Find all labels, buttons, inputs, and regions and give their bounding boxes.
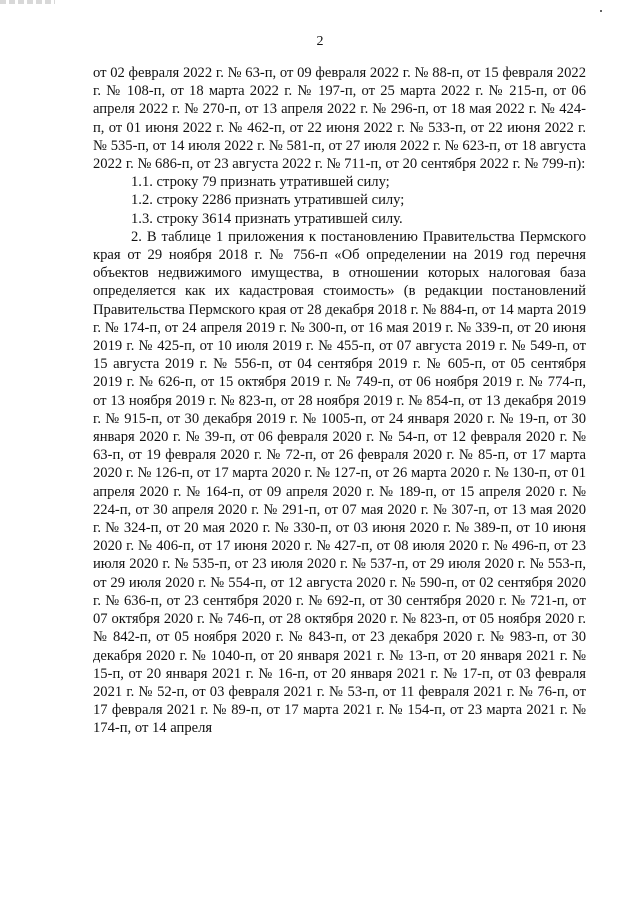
document-body [93,64,586,738]
list-item-1-3: 1.3. строку 3614 признать утратившей силу. [131,210,403,227]
list-item-1-2: 1.2. строку 2286 признать утратившей силу; [131,192,405,209]
paragraph-section-2: 2. В таблице 1 приложения к постановлению Правительства Пермского края от 29 ноября 2018 г. № 756-п «Об определении на 2019 год перечня объектов недвижимого имущества, в отношении которых налоговая база определяется как их кадастровая стоимость» (в редакции постановлений Правительства Пермского края от 28 декабря 2018 г. № 884-п, от 14 марта 2019 г. № 174-п, от 24 апреля 2019 г. № 300-п, от 16 мая 2019 г. № 339-п, от 20 июня 2019 г. № 425-п, от 10 июля 2019 г. № 455-п, от 07 августа 2019 г. № 549-п, от 15 августа 2019 г. № 556-п, от 04 сентября 2019 г. № 605-п, от 05 сентября 2019 г. № 626-п, от 15 октября 2019 г. № 749-п, от 06 ноября 2019 г. № 774-п, от 13 ноября 2019 г. № 823-п, от 28 ноября 2019 г. № 854-п, от 13 декабря 2019 г. № 915-п, от 30 декабря 2019 г. № 1005-п, от 24 января 2020 г. № 19-п, от 30 января 2020 г. № 39-п, от 06 февраля 2020 г. № 54-п, от 12 февраля 2020 г. № 63-п, от 19 февраля 2020 г. № 72-п, от 26 февраля 2020 г. № 85-п, от 17 марта 2020 г. № 126-п, от 17 марта 2020 г. № 127-п, от 26 марта 2020 г. № 130-п, от 01 апреля 2020 г. № 164-п, от 09 апреля 2020 г. № 189-п, от 15 апреля 2020 г. № 224-п, от 30 апреля 2020 г. № 291-п, от 07 мая 2020 г. № 307-п, от 13 мая 2020 г. № 324-п, от 20 мая 2020 г. № 330-п, от 03 июня 2020 г. № 389-п, от 10 июня 2020 г. № 406-п, от 17 июня 2020 г. № 427-п, от 08 июля 2020 г. № 496-п, от 23 июля 2020 г. № 535-п, от 23 июля 2020 г. № 537-п, от 29 июля 2020 г. № 553-п, от 29 июля 2020 г. № 554-п, от 12 августа 2020 г. № 590-п, от 02 сентября 2020 г. № 636-п, от 23 сентября 2020 г. № 692-п, от 30 сентября 2020 г. № 721-п, от 07 октября 2020 г. № 746-п, от 28 октября 2020 г. № 823-п, от 05 ноября 2020 г. № 842-п, от 05 ноября 2020 г. № 843-п, от 23 декабря 2020 г. № 983-п, от 30 декабря 2020 г. № 1040-п, от 20 января 2021 г. № 13-п, от 20 января 2021 г. № 15-п, от 20 января 2021 г. № 16-п, от 20 января 2021 г. № 17-п, от 03 февраля 2021 г. № 52-п, от 03 февраля 2021 г. № 53-п, от 11 февраля 2021 г. № 76-п, от 17 февраля 2021 г. № 89-п, от 17 марта 2021 г. № 154-п, от 23 марта 2021 г. № 174-п, от 14 апреля [93,228,586,737]
page-number: 2 [316,34,324,49]
scan-dot [600,10,602,12]
paragraph-amendments-list: от 02 февраля 2022 г. № 63-п, от 09 февраля 2022 г. № 88-п, от 15 февраля 2022 г. № 108-п, от 18 марта 2022 г. № 197-п, от 25 марта 2022 г. № 215-п, от 06 апреля 2022 г. № 270-п, от 13 апреля 2022 г. № 296-п, от 18 мая 2022 г. № 424-п, от 01 июня 2022 г. № 462-п, от 22 июня 2022 г. № 533-п, от 22 июня 2022 г. № 535-п, от 14 июля 2022 г. № 581-п, от 27 июля 2022 г. № 623-п, от 18 августа 2022 г. № 686-п, от 23 августа 2022 г. № 711-п, от 20 сентября 2022 г. № 799-п): [93,65,586,173]
list-item-1-1: 1.1. строку 79 признать утратившей силу; [131,174,390,191]
scan-artifact [0,0,55,4]
